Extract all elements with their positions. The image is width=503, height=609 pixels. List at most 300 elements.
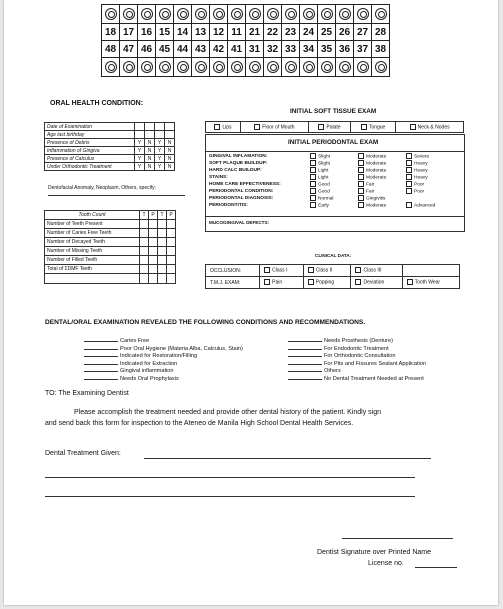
tooth-count-cell[interactable] [158, 256, 167, 265]
tooth-count-cell[interactable] [140, 238, 149, 247]
condition-row [45, 155, 175, 163]
tooth-count-cell[interactable] [158, 265, 167, 274]
periodontal-option[interactable] [355, 202, 403, 209]
tooth-circle-icon [141, 8, 153, 20]
finding-blank[interactable] [84, 371, 118, 372]
tooth-count-row [45, 265, 176, 274]
checkbox-icon[interactable] [358, 153, 364, 159]
tooth-surface-cell[interactable] [246, 5, 264, 24]
soft-tissue-table [205, 121, 464, 133]
condition-option[interactable] [155, 123, 165, 131]
tooth-circle-icon [105, 61, 117, 73]
recommendation-label: Needs Prosthesis (Denture) [324, 338, 394, 344]
tooth-surface-cell[interactable] [102, 5, 120, 24]
to-line: TO: The Examining Dentist [45, 390, 129, 397]
checkbox-icon[interactable] [361, 124, 367, 130]
tooth-surface-cell[interactable] [354, 5, 372, 24]
periodontal-label: HOME CARE EFFECTIVENESS: [209, 182, 281, 187]
checkbox-icon[interactable] [358, 167, 364, 173]
tooth-surface-cell[interactable] [336, 58, 354, 77]
occlusion-option-label: Class II [315, 267, 333, 274]
periodontal-option[interactable] [307, 181, 355, 188]
tooth-circle-icon [357, 61, 369, 73]
tooth-circle-icon [195, 8, 207, 20]
periodontal-option[interactable] [403, 167, 451, 174]
checkbox-icon[interactable] [310, 153, 316, 159]
tmj-label: T.M.J. EXAM: [206, 277, 260, 289]
tooth-number: 43 [192, 41, 210, 58]
tooth-count-label: Total of ΣDMF Teeth [45, 265, 140, 274]
periodontal-option-label: Moderate [366, 203, 387, 209]
checkbox-icon[interactable] [406, 188, 412, 194]
tooth-surface-cell[interactable] [246, 58, 264, 77]
tooth-circle-icon [285, 8, 297, 20]
periodontal-label: PERIODONTAL DIAGNOSIS: [209, 196, 274, 201]
condition-option[interactable] [145, 123, 155, 131]
recommendation-label: For Pits and Fissures Sealant Application [324, 360, 426, 367]
tooth-count-cell[interactable] [140, 229, 149, 238]
checkbox-icon[interactable] [310, 195, 316, 201]
signature-line[interactable] [342, 538, 453, 539]
tooth-surface-cell[interactable] [282, 58, 300, 77]
condition-label: Presence of Debris [45, 139, 135, 147]
tooth-number: 35 [318, 41, 336, 58]
tooth-number: 37 [354, 41, 372, 58]
tooth-circle-icon [141, 61, 153, 73]
anomaly-line[interactable] [48, 195, 185, 196]
tooth-count-cell[interactable] [158, 238, 167, 247]
checkbox-icon[interactable] [254, 124, 260, 130]
checkbox-icon[interactable] [310, 181, 316, 187]
tooth-count-cell[interactable] [167, 256, 176, 265]
periodontal-option[interactable] [307, 174, 355, 181]
condition-option[interactable]: Y [155, 147, 165, 155]
tmj-option[interactable] [260, 277, 304, 289]
finding-item[interactable] [84, 346, 243, 352]
condition-option[interactable] [135, 123, 145, 131]
checkbox-icon[interactable] [308, 279, 314, 285]
tooth-count-col: T [140, 211, 149, 220]
clinical-title: CLINICAL DATA: [315, 253, 352, 258]
finding-item[interactable] [84, 368, 173, 374]
tooth-surface-cell[interactable] [138, 58, 156, 77]
tooth-circle-icon [159, 8, 171, 20]
checkbox-icon[interactable] [358, 195, 364, 201]
condition-option[interactable]: N [165, 139, 175, 147]
periodontal-option[interactable] [307, 188, 355, 195]
occlusion-option[interactable] [260, 265, 304, 277]
recommendation-blank[interactable] [288, 349, 322, 350]
condition-option[interactable]: Y [135, 155, 145, 163]
tmj-option[interactable] [351, 277, 402, 289]
tooth-count-cell[interactable] [140, 220, 149, 229]
tooth-surface-cell[interactable] [210, 5, 228, 24]
periodontal-option[interactable] [403, 174, 451, 181]
recommendation-blank[interactable] [288, 379, 322, 380]
periodontal-option-label: Normal [318, 196, 334, 202]
tooth-number: 46 [138, 41, 156, 58]
tooth-circle-icon [357, 8, 369, 20]
tooth-surface-cell[interactable] [300, 5, 318, 24]
tooth-surface-cell[interactable] [228, 58, 246, 77]
condition-label: Age last birthday [45, 131, 135, 139]
tooth-count-label: Number of Caries Free Teeth [45, 229, 140, 238]
tooth-circle-icon [231, 61, 243, 73]
periodontal-option-label: Poor [414, 182, 425, 188]
license-label: License no. [368, 560, 404, 567]
tooth-number: 38 [372, 41, 390, 58]
checkbox-icon[interactable] [407, 279, 413, 285]
soft-tissue-option[interactable] [206, 122, 241, 133]
periodontal-option[interactable] [355, 174, 403, 181]
tooth-count-cell[interactable] [158, 229, 167, 238]
recommendation-item[interactable] [288, 346, 389, 352]
finding-item[interactable] [84, 376, 179, 382]
periodontal-option[interactable] [355, 195, 403, 202]
tooth-number: 42 [210, 41, 228, 58]
periodontal-title: INITIAL PERIODONTAL EXAM [288, 139, 379, 146]
tooth-surface-cell[interactable] [156, 58, 174, 77]
tooth-surface-cell[interactable] [264, 58, 282, 77]
tooth-surface-cell[interactable] [336, 5, 354, 24]
condition-option[interactable]: Y [155, 155, 165, 163]
condition-option[interactable]: Y [155, 163, 165, 171]
tooth-number: 27 [354, 24, 372, 41]
tooth-number: 14 [174, 24, 192, 41]
tooth-count-col: P [149, 211, 158, 220]
recommendation-item[interactable] [288, 368, 341, 374]
tooth-chart [101, 4, 390, 77]
tooth-number: 22 [264, 24, 282, 41]
tooth-count-cell[interactable] [149, 247, 158, 256]
tooth-surface-cell[interactable] [264, 5, 282, 24]
tooth-number: 36 [336, 41, 354, 58]
soft-tissue-label: Neck & Nodes [417, 124, 450, 131]
recommendation-label: No Dental Treatment Needed at Present [324, 376, 424, 382]
checkbox-icon[interactable] [264, 279, 270, 285]
checkbox-icon[interactable] [406, 202, 412, 208]
letter-body-2: and send back this form for inspection to the Ateneo de Manila High School Dental Health Services. [45, 420, 354, 427]
periodontal-option[interactable] [307, 153, 355, 160]
tooth-count-col: T [158, 211, 167, 220]
tooth-number: 45 [156, 41, 174, 58]
periodontal-row [206, 167, 451, 174]
tooth-count-row [45, 256, 176, 265]
tmj-option[interactable] [303, 277, 351, 289]
tooth-count-label: Number of Decayed Teeth [45, 238, 140, 247]
tooth-count-title: Tooth Count [45, 211, 140, 220]
checkbox-icon[interactable] [310, 188, 316, 194]
finding-label: Needs Oral Prophylaxis [120, 376, 179, 382]
tooth-surface-cell[interactable] [174, 5, 192, 24]
recommendation-blank[interactable] [288, 356, 322, 357]
tooth-number: 44 [174, 41, 192, 58]
tooth-surface-cell[interactable] [156, 5, 174, 24]
periodontal-option[interactable] [403, 160, 451, 167]
tooth-surface-cell[interactable] [192, 5, 210, 24]
checkbox-icon[interactable] [410, 124, 416, 130]
occlusion-option[interactable] [303, 265, 351, 277]
finding-item[interactable] [84, 353, 197, 359]
tooth-count-cell[interactable] [167, 247, 176, 256]
tooth-number: 24 [300, 24, 318, 41]
periodontal-option-label: Gingivitis [366, 196, 386, 202]
checkbox-icon[interactable] [358, 160, 364, 166]
tooth-count-cell[interactable] [149, 220, 158, 229]
soft-tissue-option[interactable] [396, 122, 464, 133]
checkbox-icon[interactable] [406, 153, 412, 159]
checkbox-icon[interactable] [310, 160, 316, 166]
checkbox-icon[interactable] [358, 202, 364, 208]
periodontal-row [206, 181, 451, 188]
recommendation-item[interactable] [288, 361, 426, 367]
condition-option[interactable]: N [165, 155, 175, 163]
periodontal-label: STAINS: [209, 175, 228, 180]
finding-item[interactable] [84, 361, 177, 367]
periodontal-option[interactable] [307, 167, 355, 174]
periodontal-label: HARD CALC BUILDUP: [209, 168, 262, 173]
periodontal-table [206, 153, 451, 209]
condition-label: Date of Examination [45, 123, 135, 131]
tooth-circle-icon [339, 61, 351, 73]
periodontal-option-label: Moderate [366, 161, 387, 167]
soft-tissue-label: Floor of Mouth [262, 124, 295, 131]
periodontal-option-label: Slight [318, 154, 330, 160]
checkbox-icon[interactable] [355, 279, 361, 285]
clinical-table [205, 264, 460, 289]
tooth-surface-cell[interactable] [318, 5, 336, 24]
periodontal-option-label: Fair [366, 189, 375, 195]
tooth-surface-cell[interactable] [192, 58, 210, 77]
periodontal-option[interactable] [307, 202, 355, 209]
condition-option[interactable]: N [145, 139, 155, 147]
periodontal-option[interactable] [355, 167, 403, 174]
tooth-circle-icon [375, 8, 387, 20]
tooth-circle-icon [123, 61, 135, 73]
periodontal-option[interactable] [355, 181, 403, 188]
checkbox-icon[interactable] [406, 160, 412, 166]
checkbox-icon[interactable] [308, 267, 314, 273]
mucogingival-label: MUCOGINGIVAL DEFECTS: [209, 220, 270, 225]
recommendation-label: For Endodontic Treatment [324, 345, 389, 352]
checkbox-icon[interactable] [406, 174, 412, 180]
tooth-circle-icon [159, 61, 171, 73]
tooth-count-cell[interactable] [149, 265, 158, 274]
condition-option[interactable]: Y [135, 163, 145, 171]
tooth-count-cell[interactable] [158, 247, 167, 256]
periodontal-option-label: Light [318, 168, 329, 174]
recommendation-label: For Orthodontic Consultation [324, 353, 396, 360]
periodontal-option[interactable] [307, 160, 355, 167]
treatment-line-2[interactable] [45, 477, 415, 478]
tooth-surface-cell[interactable] [372, 5, 390, 24]
tooth-count-cell[interactable] [167, 238, 176, 247]
tooth-count-cell[interactable] [167, 229, 176, 238]
tooth-count-label: Number of Teeth Present [45, 220, 140, 229]
checkbox-icon[interactable] [355, 267, 361, 273]
occlusion-option[interactable] [351, 265, 402, 277]
periodontal-option-label: Heavy [414, 175, 428, 181]
soft-tissue-option[interactable] [308, 122, 350, 133]
condition-option[interactable]: Y [135, 139, 145, 147]
tooth-number: 48 [102, 41, 120, 58]
tooth-count-cell[interactable] [149, 229, 158, 238]
periodontal-option[interactable] [403, 202, 451, 209]
finding-blank[interactable] [84, 356, 118, 357]
periodontal-row [206, 195, 451, 202]
tooth-count-cell[interactable] [167, 220, 176, 229]
tooth-count-cell[interactable] [149, 256, 158, 265]
finding-blank[interactable] [84, 364, 118, 365]
tooth-circle-icon [195, 61, 207, 73]
checkbox-icon[interactable] [310, 202, 316, 208]
tooth-number: 28 [372, 24, 390, 41]
condition-option[interactable] [155, 131, 165, 139]
tooth-number: 32 [264, 41, 282, 58]
tmj-option[interactable] [402, 277, 459, 289]
finding-item[interactable] [84, 338, 149, 344]
soft-tissue-option[interactable] [240, 122, 308, 133]
oral-health-table [44, 122, 175, 171]
tooth-number: 21 [246, 24, 264, 41]
tooth-circle-icon [321, 8, 333, 20]
periodontal-option[interactable] [355, 160, 403, 167]
tooth-count-label: Number of Missing Teeth [45, 247, 140, 256]
condition-option[interactable] [165, 131, 175, 139]
tooth-surface-cell[interactable] [354, 58, 372, 77]
periodontal-label: PERIODONTITIS: [209, 203, 248, 208]
condition-option[interactable] [165, 123, 175, 131]
periodontal-option[interactable] [403, 153, 451, 160]
condition-option[interactable]: N [145, 163, 155, 171]
condition-option[interactable] [145, 131, 155, 139]
checkbox-icon[interactable] [406, 167, 412, 173]
occlusion-label: OCCLUSION: [206, 265, 260, 277]
tooth-surface-cell[interactable] [120, 5, 138, 24]
tooth-surface-cell[interactable] [120, 58, 138, 77]
recommendation-blank[interactable] [288, 364, 322, 365]
tooth-circle-icon [303, 8, 315, 20]
findings-title: DENTAL/ORAL EXAMINATION REVEALED THE FOLLOWING CONDITIONS AND RECOMMENDATIONS. [45, 319, 366, 326]
tmj-option-label: Popping [315, 279, 335, 286]
treatment-line-3[interactable] [45, 496, 415, 497]
tooth-circle-icon [249, 8, 261, 20]
checkbox-icon[interactable] [310, 167, 316, 173]
condition-label: Under Orthodontic Treatment [45, 163, 135, 171]
tooth-count-cell[interactable] [149, 238, 158, 247]
periodontal-option-label: Moderate [366, 154, 387, 160]
tooth-number: 18 [102, 24, 120, 41]
recommendation-item[interactable] [288, 338, 393, 344]
condition-label: Presence of Calculus [45, 155, 135, 163]
checkbox-icon[interactable] [358, 174, 364, 180]
treatment-line-1[interactable] [144, 458, 431, 459]
condition-option[interactable]: N [165, 163, 175, 171]
checkbox-icon[interactable] [264, 267, 270, 273]
recommendation-blank[interactable] [288, 341, 322, 342]
anomaly-label: Dentofacial Anomaly, Neoplasm, Others, specify: [48, 185, 157, 191]
tooth-number: 41 [228, 41, 246, 58]
recommendation-item[interactable] [288, 353, 396, 359]
condition-option[interactable]: N [145, 155, 155, 163]
tooth-surface-cell[interactable] [372, 58, 390, 77]
tooth-circle-icon [123, 8, 135, 20]
tooth-number: 11 [228, 24, 246, 41]
tooth-surface-cell[interactable] [102, 58, 120, 77]
condition-option[interactable]: N [165, 147, 175, 155]
license-line[interactable] [415, 567, 457, 568]
tooth-count-cell[interactable] [140, 247, 149, 256]
condition-row [45, 123, 175, 131]
checkbox-icon[interactable] [358, 188, 364, 194]
condition-option[interactable] [135, 131, 145, 139]
tooth-number: 15 [156, 24, 174, 41]
condition-option[interactable]: Y [135, 147, 145, 155]
tooth-surface-cell[interactable] [300, 58, 318, 77]
tooth-count-row [45, 229, 176, 238]
tooth-surface-cell[interactable] [282, 5, 300, 24]
periodontal-option-label: Good [318, 189, 330, 195]
periodontal-option-label: Severe [414, 154, 430, 160]
condition-option[interactable]: N [145, 147, 155, 155]
tooth-count-row [45, 220, 176, 229]
checkbox-icon[interactable] [406, 181, 412, 187]
tooth-surface-cell[interactable] [138, 5, 156, 24]
soft-tissue-option[interactable] [351, 122, 396, 133]
checkbox-icon[interactable] [214, 124, 220, 130]
condition-option[interactable]: Y [155, 139, 165, 147]
periodontal-option[interactable] [403, 188, 451, 195]
periodontal-option[interactable] [403, 181, 451, 188]
tooth-surface-cell[interactable] [210, 58, 228, 77]
tmj-option-label: Tooth Wear [414, 279, 441, 286]
tooth-number: 31 [246, 41, 264, 58]
recommendation-blank[interactable] [288, 371, 322, 372]
periodontal-option-label: Moderate [366, 175, 387, 181]
finding-blank[interactable] [84, 341, 118, 342]
finding-blank[interactable] [84, 349, 118, 350]
tooth-surface-cell[interactable] [174, 58, 192, 77]
letter-body-1: Please accomplish the treatment needed and provide other dental history of the patient. Kindly sign [74, 409, 382, 416]
tooth-circle-icon [177, 8, 189, 20]
tooth-surface-cell[interactable] [228, 5, 246, 24]
tooth-count-cell[interactable] [158, 220, 167, 229]
periodontal-option[interactable] [355, 153, 403, 160]
checkbox-icon[interactable] [310, 174, 316, 180]
tooth-count-cell[interactable] [140, 265, 149, 274]
finding-blank[interactable] [84, 379, 118, 380]
recommendation-item[interactable] [288, 376, 424, 382]
periodontal-option[interactable] [307, 195, 355, 202]
occlusion-option-label: Class I [272, 267, 288, 274]
tooth-circle-icon [285, 61, 297, 73]
tooth-count-col: P [167, 211, 176, 220]
periodontal-option[interactable] [403, 195, 451, 202]
tooth-count-cell[interactable] [167, 265, 176, 274]
periodontal-option-label: Early [318, 203, 329, 209]
tooth-number: 17 [120, 24, 138, 41]
tooth-circle-icon [339, 8, 351, 20]
soft-tissue-label: Lips [222, 124, 232, 131]
tooth-count-cell[interactable] [140, 256, 149, 265]
tooth-surface-cell[interactable] [318, 58, 336, 77]
periodontal-option-label: Fair [366, 182, 375, 188]
periodontal-option[interactable] [355, 188, 403, 195]
checkbox-icon[interactable] [318, 124, 324, 130]
periodontal-option-label: Good [318, 182, 330, 188]
checkbox-icon[interactable] [358, 181, 364, 187]
periodontal-option-label: Poor [414, 189, 425, 195]
